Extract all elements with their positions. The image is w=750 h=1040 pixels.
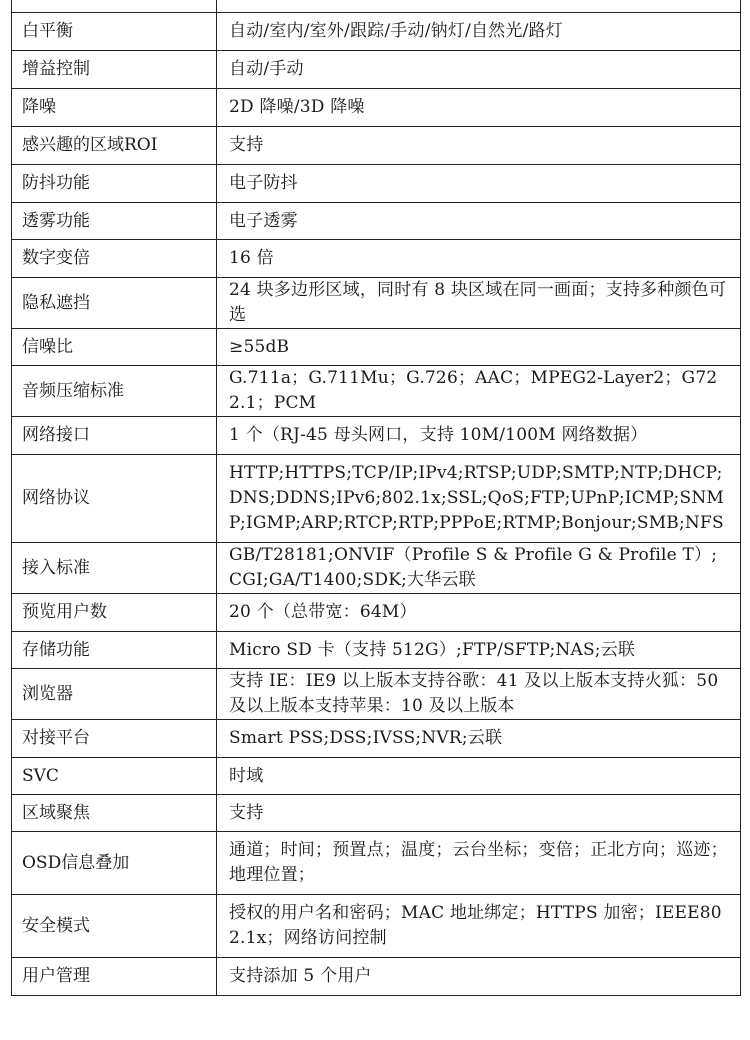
table-row: [12, 127, 741, 165]
spec-value-cell: Micro SD 卡（支持 512G）;FTP/SFTP;NAS;云联: [217, 632, 741, 669]
spec-value-cell: 支持添加 5 个用户: [217, 958, 741, 996]
table-row: [12, 51, 741, 89]
spec-value-cell: 电子防抖: [217, 165, 741, 203]
spec-value-cell: 支持: [217, 795, 741, 832]
spec-label-cell: 透雾功能: [12, 203, 217, 240]
table-row: [12, 455, 741, 543]
table-row: [12, 278, 741, 329]
table-row: [12, 632, 741, 669]
spec-value-cell: 时域: [217, 758, 741, 795]
spec-value-cell: GB/T28181;ONVIF（Profile S & Profile G & Profile T）;CGI;GA/T1400;SDK;大华云联: [217, 543, 741, 594]
table-row: [12, 417, 741, 455]
spec-table: [11, 0, 741, 996]
spec-value-cell: 自动/手动: [217, 51, 741, 89]
table-row: [12, 958, 741, 996]
table-row: [12, 89, 741, 127]
spec-label-cell: 浏览器: [12, 669, 217, 720]
table-row: [12, 543, 741, 594]
spec-label-cell: SVC: [12, 758, 217, 795]
spec-label-cell: 接入标准: [12, 543, 217, 594]
table-row: [12, 720, 741, 758]
spec-value-cell: 24 块多边形区域，同时有 8 块区域在同一画面；支持多种颜色可选: [217, 278, 741, 329]
spec-value-cell: Smart PSS;DSS;IVSS;NVR;云联: [217, 720, 741, 758]
spec-label-cell: 信噪比: [12, 329, 217, 366]
table-row: [12, 13, 741, 51]
spec-label-cell: 用户管理: [12, 958, 217, 996]
spec-value-cell: 20 个（总带宽：64M）: [217, 594, 741, 632]
table-row: [12, 0, 741, 13]
spec-label-cell: 存储功能: [12, 632, 217, 669]
table-row: [12, 832, 741, 895]
spec-value-cell: 电子透雾: [217, 203, 741, 240]
spec-label-cell: 数字变倍: [12, 240, 217, 278]
spec-label-cell: 白平衡: [12, 13, 217, 51]
spec-value-cell: [217, 0, 741, 13]
spec-label-cell: 音频压缩标准: [12, 366, 217, 417]
table-row: [12, 594, 741, 632]
table-row: [12, 329, 741, 366]
table-row: [12, 165, 741, 203]
spec-value-cell: 自动/室内/室外/跟踪/手动/钠灯/自然光/路灯: [217, 13, 741, 51]
spec-label-cell: 对接平台: [12, 720, 217, 758]
spec-value-cell: 16 倍: [217, 240, 741, 278]
table-row: [12, 895, 741, 958]
spec-label-cell: 预览用户数: [12, 594, 217, 632]
spec-value-cell: G.711a；G.711Mu；G.726；AAC；MPEG2-Layer2；G722.1；PCM: [217, 366, 741, 417]
spec-value-cell: 支持: [217, 127, 741, 165]
spec-label-cell: 安全模式: [12, 895, 217, 958]
spec-label-cell: OSD信息叠加: [12, 832, 217, 895]
spec-value-cell: 授权的用户名和密码；MAC 地址绑定；HTTPS 加密；IEEE802.1x；网络访问控制: [217, 895, 741, 958]
spec-label-cell: 网络接口: [12, 417, 217, 455]
spec-value-cell: 通道；时间；预置点；温度；云台坐标；变倍；正北方向；巡迹；地理位置；: [217, 832, 741, 895]
spec-label-cell: 降噪: [12, 89, 217, 127]
table-row: [12, 669, 741, 720]
table-row: [12, 366, 741, 417]
spec-value-cell: 1 个（RJ-45 母头网口，支持 10M/100M 网络数据）: [217, 417, 741, 455]
spec-label-cell: 网络协议: [12, 455, 217, 543]
spec-table-body: [12, 0, 741, 996]
spec-label-cell: 增益控制: [12, 51, 217, 89]
table-row: [12, 240, 741, 278]
table-row: [12, 758, 741, 795]
spec-label-cell: 防抖功能: [12, 165, 217, 203]
spec-value-cell: HTTP;HTTPS;TCP/IP;IPv4;RTSP;UDP;SMTP;NTP;DHCP;DNS;DDNS;IPv6;802.1x;SSL;QoS;FTP;UPnP;ICMP;SNMP;IGMP;ARP;RTCP;RTP;PPPoE;RTMP;Bonjour;SMB;NFS: [217, 455, 741, 543]
spec-value-cell: 2D 降噪/3D 降噪: [217, 89, 741, 127]
table-row: [12, 203, 741, 240]
spec-value-cell: 支持 IE：IE9 以上版本支持谷歌：41 及以上版本支持火狐：50 及以上版本支持苹果：10 及以上版本: [217, 669, 741, 720]
spec-value-cell: ≥55dB: [217, 329, 741, 366]
spec-label-cell: [12, 0, 217, 13]
spec-label-cell: 区域聚焦: [12, 795, 217, 832]
table-row: [12, 795, 741, 832]
spec-label-cell: 隐私遮挡: [12, 278, 217, 329]
spec-label-cell: 感兴趣的区域ROI: [12, 127, 217, 165]
